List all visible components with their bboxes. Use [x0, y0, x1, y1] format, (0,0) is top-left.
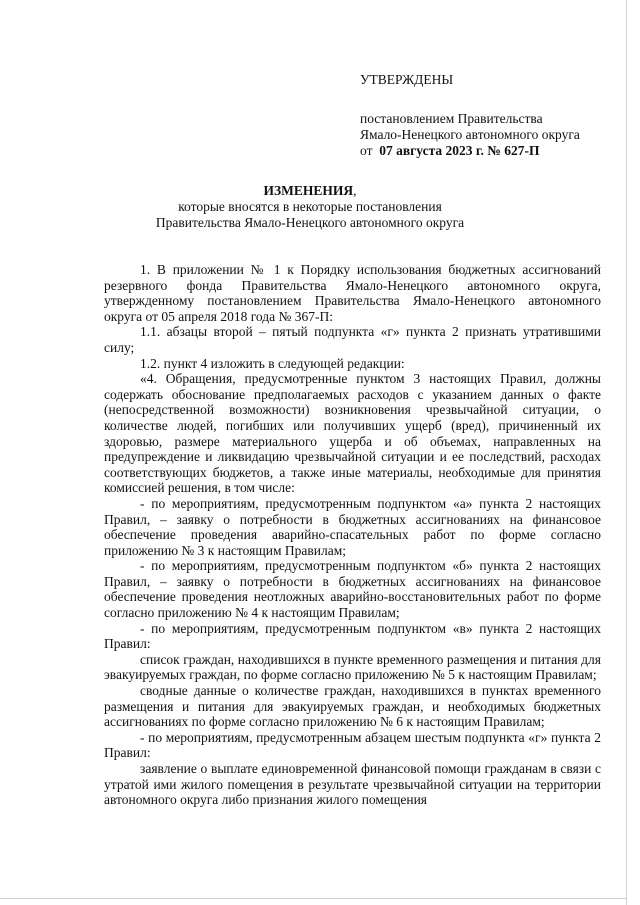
approval-title: УТВЕРЖДЕНЫ: [360, 72, 454, 87]
paragraph: заявление о выплате единовременной финансовой помощи гражданам в связи с утратой ими жилого помещения в результате чрезвычайной ситуации на территории автономного округа либо признания жилого помещения: [104, 761, 601, 808]
approval-date-prefix: от: [360, 143, 373, 158]
paragraph: - по мероприятиям, предусмотренным подпунктом «в» пункта 2 настоящих Правил:: [104, 620, 601, 652]
document-heading: [100, 183, 520, 231]
approval-stamp: [360, 72, 620, 159]
approval-date-value: 07 августа 2023 г. № 627-П: [379, 143, 540, 158]
heading-subtitle-2: Правительства Ямало-Ненецкого автономного округа: [155, 215, 465, 230]
paragraph: 1.2. пункт 4 изложить в следующей редакции:: [140, 355, 405, 371]
paragraph: список граждан, находившихся в пункте временного размещения и питания для эвакуируемых граждан, по форме согласно приложению № 5 к настоящим Правилам;: [104, 651, 601, 683]
heading-title-suffix: ,: [353, 183, 357, 198]
paragraph: - по мероприятиям, предусмотренным подпунктом «а» пункта 2 настоящих Правил, – заявку о потребности в бюджетных ассигнованиях на финансовое обеспечение проведения аварийно-спасательных работ по форме согласно приложению № 3 к настоящим Правилам;: [104, 495, 601, 558]
heading-title-line: [100, 183, 520, 199]
heading-subtitle-1: которые вносятся в некоторые постановления: [178, 199, 442, 214]
paragraph: - по мероприятиям, предусмотренным подпунктом «б» пункта 2 настоящих Правил, – заявку о потребности в бюджетных ассигнованиях на финансовое обеспечение проведения неотложных аварийно-восстановительных работ по форме согласно приложению № 4 к настоящим Правилам;: [104, 558, 601, 621]
paragraph: 1. В приложении № 1 к Порядку использования бюджетных ассигнований резервного фонда Правительства Ямало-Ненецкого автономного округа, утвержденному постановлением Правительства Ямало-Ненецкого автономного округа от 05 апреля 2018 года № 367-П:: [104, 262, 601, 324]
paragraph: 1.1. абзацы второй – пятый подпункта «г» пункта 2 признать утратившими силу;: [104, 324, 601, 355]
document-body: [104, 262, 601, 808]
page-edge-right: [626, 0, 627, 905]
page-edge-bottom: [0, 898, 627, 899]
approval-line-2: Ямало-Ненецкого автономного округа: [360, 127, 580, 142]
paragraph: - по мероприятиям, предусмотренным абзацем шестым подпункта «г» пункта 2 Правил:: [104, 729, 601, 761]
paragraph: «4. Обращения, предусмотренные пунктом 3 настоящих Правил, должны содержать обоснование предполагаемых расходов с указанием данных о факте (непосредственной возможности) возникновения чрезвычайной ситуации, о количестве людей, погибших или получивших ущерб (вред), причиненный их здоровью, размере материального ущерба и об объемах, направленных на предупреждение и ликвидацию чрезвычайной ситуации и ее последствий, расходах соответствующих бюджетов, а также иные материалы, необходимые для принятия комиссией решения, в том числе:: [104, 371, 601, 496]
approval-date-line: [360, 143, 620, 159]
paragraph: сводные данные о количестве граждан, находившихся в пунктах временного размещения и питания для эвакуируемых граждан, и необходимых бюджетных ассигнованиях по форме согласно приложению № 6 к настоящим Правилам;: [104, 683, 601, 730]
approval-line-1: постановлением Правительства: [360, 111, 543, 126]
heading-title: ИЗМЕНЕНИЯ: [263, 183, 354, 198]
